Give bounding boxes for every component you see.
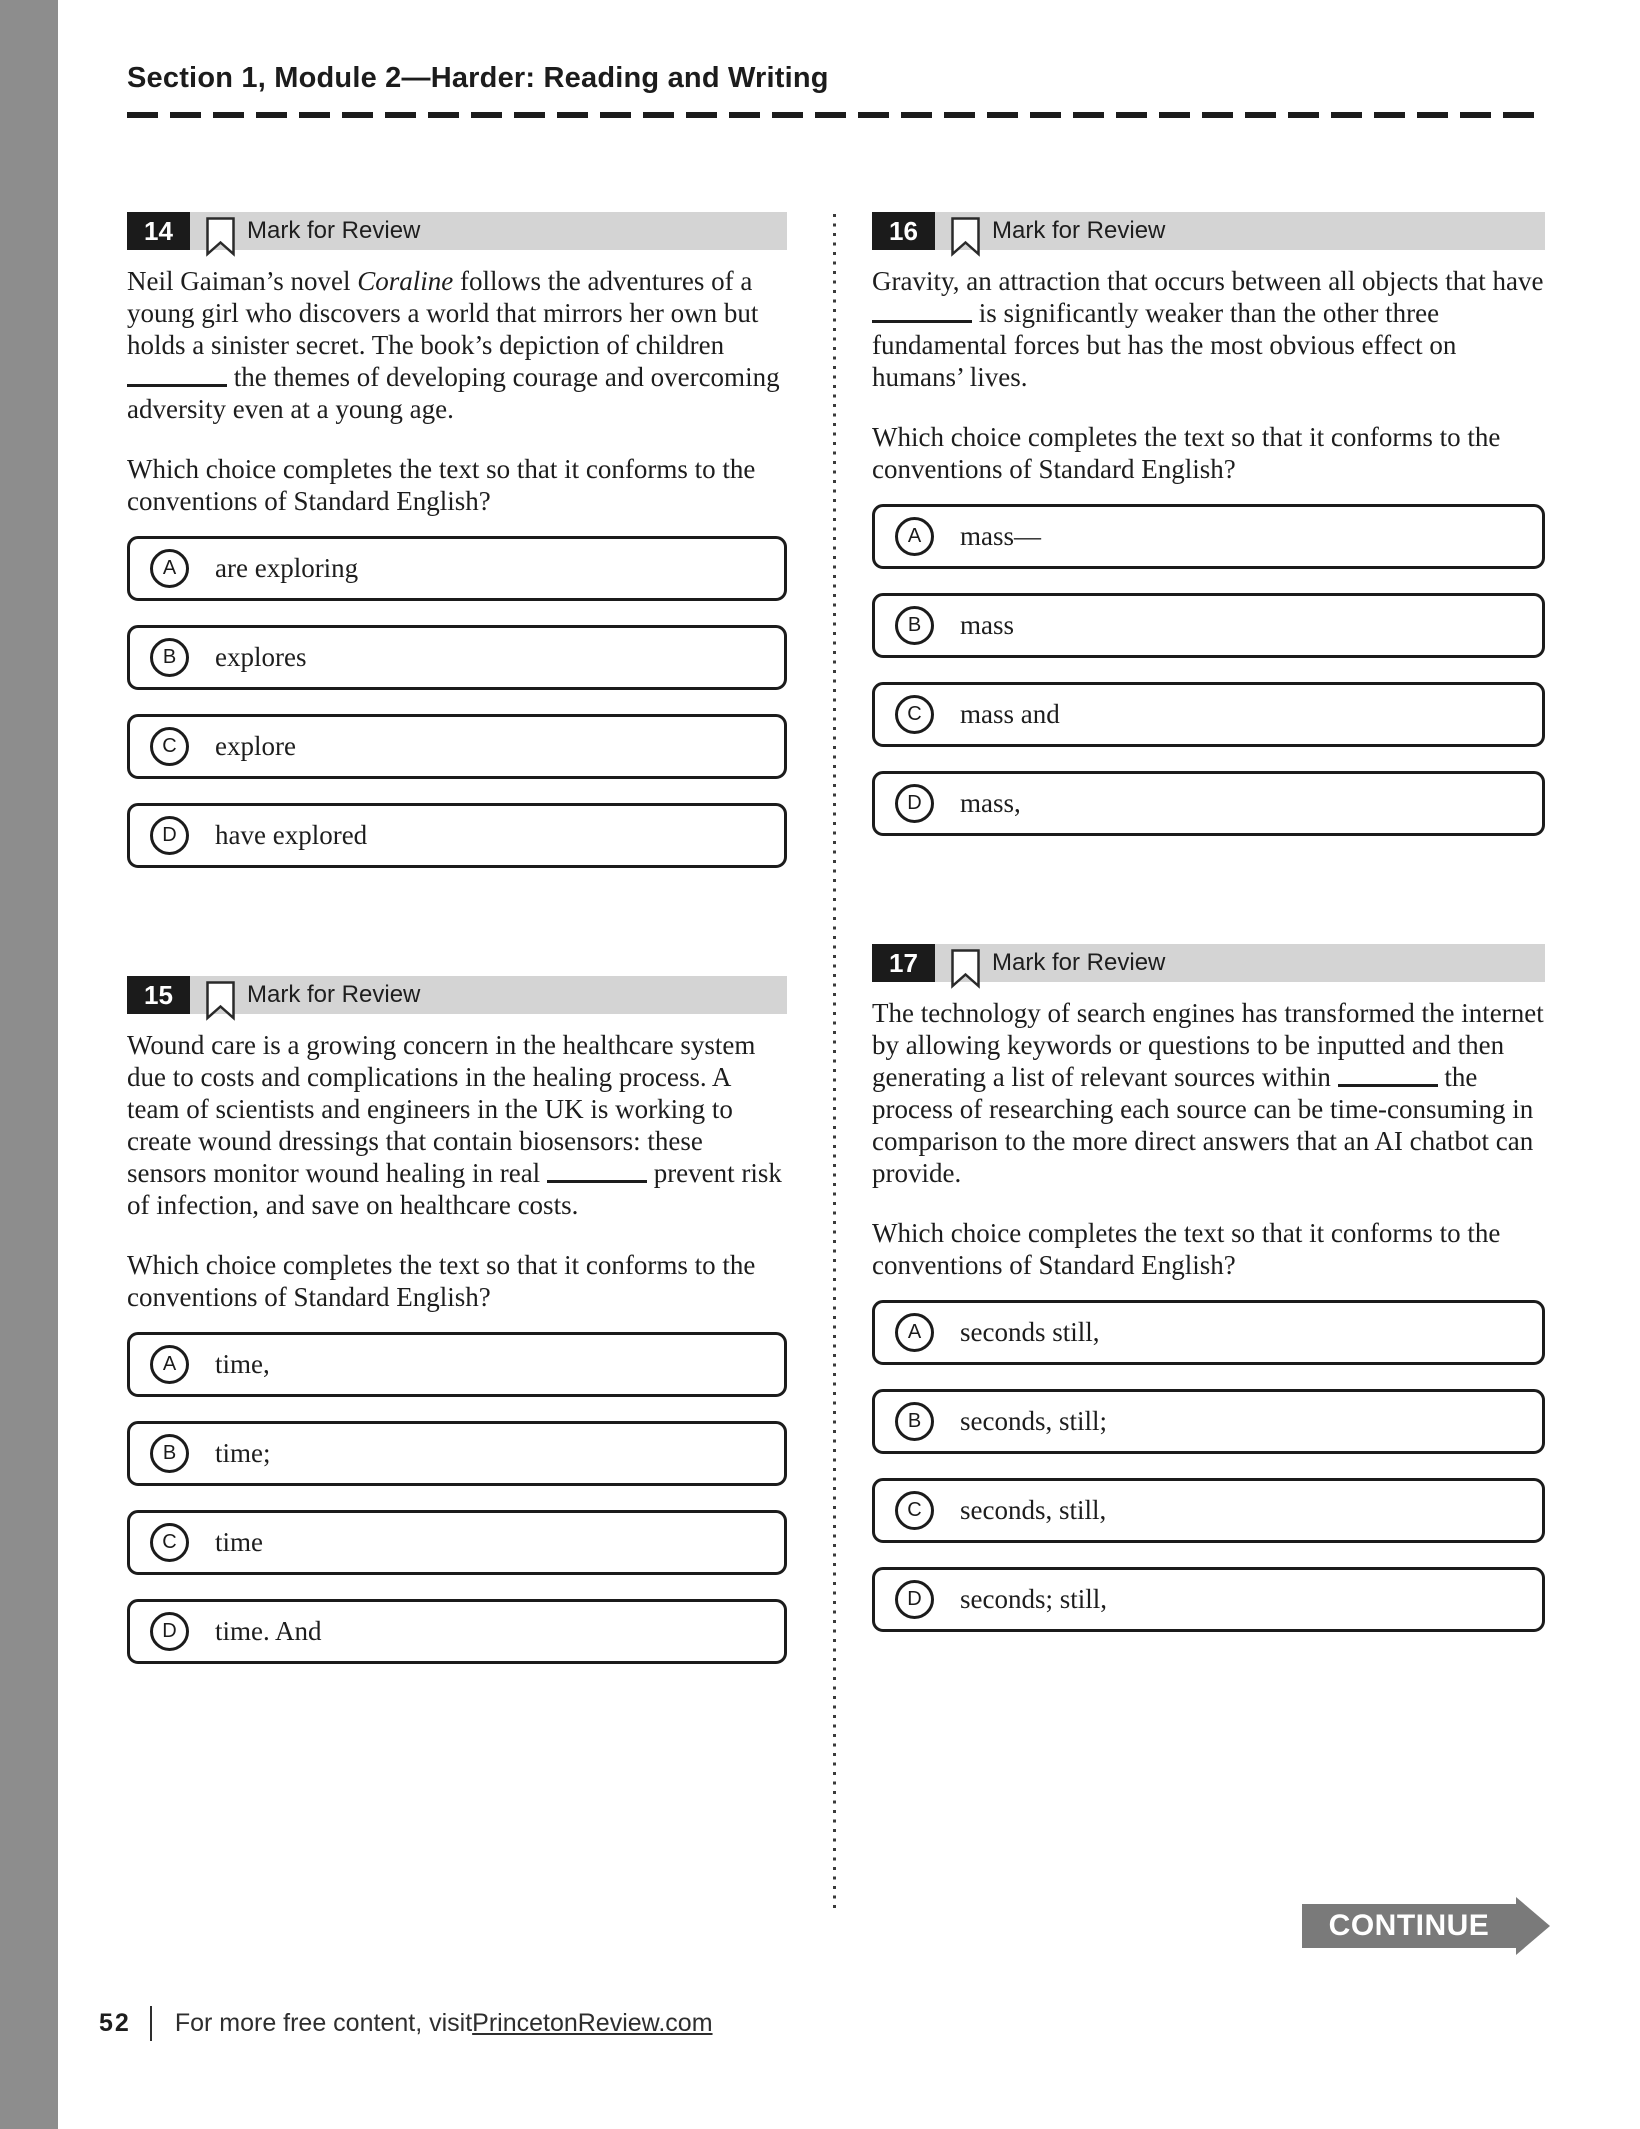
answer-choices <box>872 504 1545 836</box>
choice-text: mass <box>960 610 1014 640</box>
choice-B[interactable] <box>872 1389 1545 1454</box>
choice-letter: D <box>150 816 189 855</box>
choice-A[interactable] <box>127 536 787 601</box>
bookmark-icon <box>950 949 981 989</box>
mark-for-review-button[interactable] <box>935 944 1165 982</box>
mark-for-review-button[interactable] <box>190 212 420 250</box>
bookmark-icon <box>950 217 981 257</box>
mark-for-review-label: Mark for Review <box>992 949 1166 976</box>
question-header <box>872 212 1545 250</box>
passage-segment: prevent risk of infection, and save on healthcare costs. <box>127 1158 782 1220</box>
choice-text: mass— <box>960 521 1041 551</box>
passage-segment: Gravity, an attraction that occurs between all objects that have <box>872 266 1544 296</box>
choice-letter: A <box>150 549 189 588</box>
passage-segment: the process of researching each source can be time-consuming in comparison to the more direct answers that an AI chatbot can provide. <box>872 1062 1534 1188</box>
choice-letter: C <box>150 727 189 766</box>
choice-C[interactable] <box>872 682 1545 747</box>
choice-letter: A <box>895 517 934 556</box>
section-header <box>127 62 1545 118</box>
choice-letter: C <box>895 1491 934 1530</box>
choice-C[interactable] <box>127 1510 787 1575</box>
choice-text: mass, <box>960 788 1021 818</box>
passage-text <box>127 265 787 425</box>
choice-text: time. And <box>215 1616 322 1646</box>
choice-letter: D <box>150 1612 189 1651</box>
arrow-right-icon <box>1516 1897 1550 1955</box>
question-header <box>127 976 787 1014</box>
choice-C[interactable] <box>872 1478 1545 1543</box>
choice-text: mass and <box>960 699 1060 729</box>
question-15 <box>127 976 787 1664</box>
answer-choices <box>127 536 787 868</box>
passage-segment: The technology of search engines has transformed the internet by allowing keywords or questions to be inputted and then generating a list of relevant sources within <box>872 998 1544 1092</box>
mark-for-review-label: Mark for Review <box>992 217 1166 244</box>
footer-link[interactable]: PrincetonReview.com <box>472 2009 713 2037</box>
choice-letter: B <box>150 638 189 677</box>
choice-letter: C <box>150 1523 189 1562</box>
choice-B[interactable] <box>127 625 787 690</box>
passage-text <box>872 265 1545 393</box>
page-footer <box>99 2006 713 2041</box>
dashed-rule <box>127 112 1545 118</box>
footer-text: For more free content, visit <box>174 2009 473 2037</box>
blank-line <box>547 1180 647 1183</box>
mark-for-review-label: Mark for Review <box>247 217 421 244</box>
page-number: 52 <box>99 2009 131 2037</box>
choice-B[interactable] <box>127 1421 787 1486</box>
choice-letter: B <box>895 606 934 645</box>
passage-segment: is significantly weaker than the other three fundamental forces but has the most obvious effect on humans’ lives. <box>872 298 1457 392</box>
blank-line <box>872 320 972 323</box>
choice-letter: A <box>895 1313 934 1352</box>
choice-letter: D <box>895 784 934 823</box>
choice-D[interactable] <box>127 1599 787 1664</box>
question-number: 16 <box>872 212 935 250</box>
choice-text: seconds; still, <box>960 1584 1107 1614</box>
bookmark-icon <box>205 217 236 257</box>
choice-letter: C <box>895 695 934 734</box>
choice-A[interactable] <box>872 1300 1545 1365</box>
choice-text: are exploring <box>215 553 359 583</box>
choice-A[interactable] <box>127 1332 787 1397</box>
question-prompt: Which choice completes the text so that it conforms to the conventions of Standard English? <box>872 1218 1501 1280</box>
choice-text: seconds, still; <box>960 1406 1107 1436</box>
choice-D[interactable] <box>872 771 1545 836</box>
page-edge-strip <box>0 0 58 2129</box>
choice-C[interactable] <box>127 714 787 779</box>
question-14 <box>127 212 787 868</box>
blank-line <box>127 384 227 387</box>
question-17 <box>872 944 1545 1632</box>
choice-text: time, <box>215 1349 270 1379</box>
passage-segment: the themes of developing courage and overcoming adversity even at a young age. <box>127 362 780 424</box>
choice-text: seconds still, <box>960 1317 1100 1347</box>
continue-label: CONTINUE <box>1328 1909 1490 1942</box>
question-prompt: Which choice completes the text so that it conforms to the conventions of Standard English? <box>127 454 756 516</box>
choice-text: have explored <box>215 820 368 850</box>
right-column <box>872 212 1545 1656</box>
answer-choices <box>872 1300 1545 1632</box>
blank-line <box>1338 1084 1438 1087</box>
passage-segment: follows the adventures of a young girl who discovers a world that mirrors her own but holds a sinister secret. The book’s depiction of children <box>127 266 759 360</box>
passage-segment: Wound care is a growing concern in the healthcare system due to costs and complications in the healing process. A team of scientists and engineers in the UK is working to create wound dressings that contain biosensors: these sensors monitor wound healing in real <box>127 1030 756 1188</box>
question-header <box>872 944 1545 982</box>
choice-text: time; <box>215 1438 271 1468</box>
passage-segment-italic: Coraline <box>357 266 454 296</box>
passage-text <box>872 997 1545 1189</box>
choice-text: seconds, still, <box>960 1495 1107 1525</box>
choice-text: time <box>215 1527 263 1557</box>
passage-segment: Neil Gaiman’s novel <box>127 266 358 296</box>
page-title: Section 1, Module 2—Harder: Reading and Writing <box>127 62 829 94</box>
mark-for-review-label: Mark for Review <box>247 981 421 1008</box>
column-divider <box>833 214 836 1908</box>
question-number: 14 <box>127 212 190 250</box>
left-column <box>127 212 787 1688</box>
question-header <box>127 212 787 250</box>
choice-D[interactable] <box>127 803 787 868</box>
choice-letter: B <box>895 1402 934 1441</box>
question-number: 15 <box>127 976 190 1014</box>
choice-text: explores <box>215 642 307 672</box>
footer-separator <box>150 2006 152 2041</box>
choice-letter: D <box>895 1580 934 1619</box>
choice-D[interactable] <box>872 1567 1545 1632</box>
choice-B[interactable] <box>872 593 1545 658</box>
choice-text: explore <box>215 731 296 761</box>
mark-for-review-button[interactable] <box>935 212 1165 250</box>
choice-A[interactable] <box>872 504 1545 569</box>
question-prompt: Which choice completes the text so that it conforms to the conventions of Standard English? <box>127 1250 756 1312</box>
question-number: 17 <box>872 944 935 982</box>
choice-letter: B <box>150 1434 189 1473</box>
question-prompt: Which choice completes the text so that it conforms to the conventions of Standard English? <box>872 422 1501 484</box>
answer-choices <box>127 1332 787 1664</box>
question-16 <box>872 212 1545 836</box>
mark-for-review-button[interactable] <box>190 976 420 1014</box>
continue-body <box>1302 1904 1516 1948</box>
choice-letter: A <box>150 1345 189 1384</box>
continue-button[interactable] <box>1302 1897 1550 1955</box>
passage-text <box>127 1029 787 1221</box>
bookmark-icon <box>205 981 236 1021</box>
